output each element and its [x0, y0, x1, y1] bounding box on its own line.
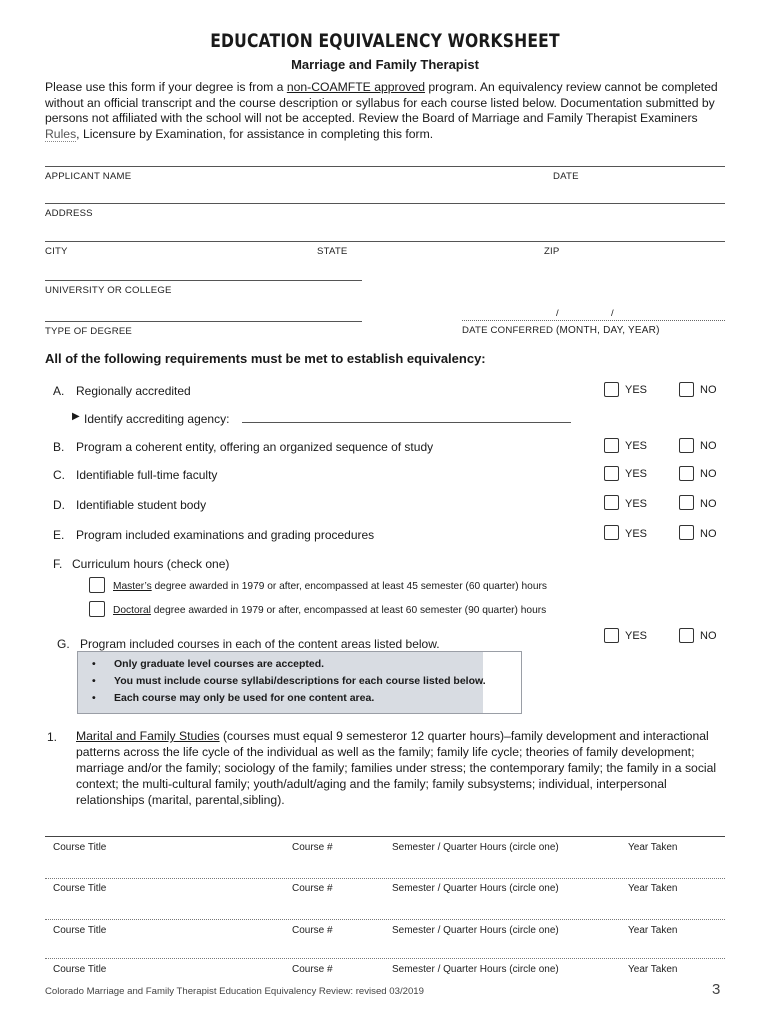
date-conferred-text: DATE CONFERRED: [462, 325, 554, 336]
req-d-text: Identifiable student body: [76, 498, 207, 512]
req-f-letter: F.: [53, 557, 63, 571]
notice-text: Each course may only be used for one content area.: [114, 692, 375, 704]
city-field[interactable]: [45, 225, 305, 241]
req-e-text: Program included examinations and grading procedures: [76, 528, 375, 542]
page-number: 3: [712, 981, 721, 998]
req-b-letter: B.: [53, 440, 65, 454]
course-hours-label[interactable]: Semester / Quarter Hours (circle one): [392, 842, 559, 853]
course-year-label: Year Taken: [628, 925, 678, 936]
notice-item: [92, 690, 486, 707]
zip-field[interactable]: [544, 225, 724, 241]
course-title-label: Course Title: [53, 842, 107, 853]
requirements-heading: All of the following requirements must be met to establish equivalency:: [45, 351, 486, 366]
applicant-name-field[interactable]: [45, 150, 545, 166]
degree-type-label: TYPE OF DEGREE: [45, 326, 133, 337]
date-slash-2: /: [611, 308, 614, 319]
course-title-label: Course Title: [53, 925, 107, 936]
footer-text: Colorado Marriage and Family Therapist Education Equivalency Review: revised 03/2019: [45, 986, 424, 997]
notice-item: [92, 673, 486, 690]
date-conferred-label: [462, 325, 660, 336]
course-title-label: Course Title: [53, 964, 107, 975]
req-e-no-label: NO: [700, 528, 717, 540]
form-subtitle: Marriage and Family Therapist: [291, 57, 479, 72]
course-title-label: Course Title: [53, 883, 107, 894]
masters-link[interactable]: Master’s: [113, 581, 152, 592]
state-field[interactable]: [317, 225, 527, 241]
course-hours-label[interactable]: Semester / Quarter Hours (circle one): [392, 883, 559, 894]
req-g-no-checkbox[interactable]: [679, 628, 694, 643]
zip-label: ZIP: [544, 246, 560, 257]
masters-checkbox[interactable]: [89, 577, 105, 593]
course-number-label: Course #: [292, 925, 333, 936]
course-row-3-line: [45, 919, 725, 920]
notice-item: [92, 656, 486, 673]
state-label: STATE: [317, 246, 348, 257]
course-year-label: Year Taken: [628, 883, 678, 894]
course-row-1-line: [45, 836, 725, 837]
req-e-letter: E.: [53, 528, 65, 542]
course-row-1-field[interactable]: [45, 820, 725, 836]
accrediting-agency-field[interactable]: [242, 406, 571, 422]
intro-text-3: , Licensure by Examination, for assistance in completing this form.: [76, 126, 434, 141]
accrediting-agency-label: Identify accrediting agency:: [84, 412, 230, 426]
req-a-no-checkbox[interactable]: [679, 382, 694, 397]
req-b-no-label: NO: [700, 440, 717, 452]
req-a-no-label: NO: [700, 384, 717, 396]
req-a-yes-checkbox[interactable]: [604, 382, 619, 397]
applicant-name-label: APPLICANT NAME: [45, 171, 132, 182]
bullet-icon: •: [92, 692, 96, 704]
course-row-4-field[interactable]: [45, 942, 725, 958]
req-d-yes-checkbox[interactable]: [604, 495, 619, 510]
req-c-text: Identifiable full-time faculty: [76, 468, 218, 482]
req-b-no-checkbox[interactable]: [679, 438, 694, 453]
course-year-label: Year Taken: [628, 842, 678, 853]
req-b-yes-label: YES: [625, 440, 648, 452]
section1-paragraph: [76, 728, 726, 808]
req-g-no-label: NO: [700, 630, 717, 642]
city-line: [45, 241, 725, 242]
req-b-yes-checkbox[interactable]: [604, 438, 619, 453]
date-format-hint: (MONTH, DAY, YEAR): [555, 325, 660, 336]
course-number-label: Course #: [292, 842, 333, 853]
rules-link[interactable]: Rules: [45, 126, 77, 141]
intro-text-2: program. An equivalency review cannot be completed without an official transcript and the course description or syllabus for each course listed below. Documentation submitted by persons not affiliated with the school will not be accepted. Review the Board of Marriage and Family Therapist Examiners: [45, 80, 718, 125]
req-g-letter: G.: [57, 637, 70, 651]
doctoral-link[interactable]: Doctoral: [113, 605, 151, 616]
city-label: CITY: [45, 246, 68, 257]
course-row-3-field[interactable]: [45, 903, 725, 919]
course-row-4-line: [45, 958, 725, 959]
course-hours-label[interactable]: Semester / Quarter Hours (circle one): [392, 925, 559, 936]
course-row-2-line: [45, 878, 725, 879]
req-b-text: Program a coherent entity, offering an organized sequence of study: [76, 440, 434, 454]
req-c-yes-label: YES: [625, 468, 648, 480]
course-number-label: Course #: [292, 883, 333, 894]
university-label: UNIVERSITY OR COLLEGE: [45, 285, 172, 296]
degree-type-field[interactable]: [45, 305, 362, 321]
bullet-icon: •: [92, 658, 96, 670]
course-year-label: Year Taken: [628, 964, 678, 975]
section1-title: Marital and Family Studies: [76, 729, 220, 743]
address-label: ADDRESS: [45, 208, 93, 219]
date-label: DATE: [553, 171, 579, 182]
accrediting-agency-line: [242, 422, 571, 423]
req-g-yes-label: YES: [625, 630, 648, 642]
req-f-text: Curriculum hours (check one): [72, 557, 230, 571]
section1-number: 1.: [47, 730, 58, 744]
doctoral-text: degree awarded in 1979 or after, encompassed at least 60 semester (90 quarter) hours: [150, 605, 547, 616]
date-conferred-field[interactable]: [462, 304, 725, 320]
req-e-no-checkbox[interactable]: [679, 525, 694, 540]
req-d-no-checkbox[interactable]: [679, 495, 694, 510]
bullet-icon: •: [92, 675, 96, 687]
address-field[interactable]: [45, 187, 725, 203]
intro-text-1: Please use this form if your degree is from a: [45, 80, 287, 94]
masters-text: degree awarded in 1979 or after, encompassed at least 45 semester (60 quarter) hours: [151, 581, 547, 592]
req-c-no-label: NO: [700, 468, 717, 480]
degree-type-line: [45, 321, 362, 322]
course-row-2-field[interactable]: [45, 862, 725, 878]
form-title: EDUCATION EQUIVALENCY WORKSHEET: [210, 30, 560, 52]
req-e-yes-label: YES: [625, 528, 648, 540]
req-e-yes-checkbox[interactable]: [604, 525, 619, 540]
notice-list: [78, 656, 486, 707]
notice-text: Only graduate level courses are accepted.: [114, 658, 325, 670]
non-coamfte-link[interactable]: non-COAMFTE approved: [286, 80, 426, 94]
intro-paragraph: [45, 80, 735, 142]
university-field[interactable]: [45, 264, 362, 280]
course-hours-label[interactable]: Semester / Quarter Hours (circle one): [392, 964, 559, 975]
req-c-letter: C.: [53, 468, 65, 482]
section1-text: (courses must equal 9 semesteror 12 quarter hours)–family development and interactional patterns across the life cycle of the individual as well as the family; family life cycle; theories of family development; marriage and/or the family; sociology of the family; families under stress; the contemporary family; the family in a social context; the multi-cultural family; youth/adult/aging and the family; family subsystems; individual, interpersonal relationships (marital, parental,sibling).: [76, 729, 717, 807]
arrow-icon: ▶: [72, 411, 80, 422]
university-line: [45, 280, 362, 281]
applicant-name-line: [45, 166, 725, 167]
req-a-text: Regionally accredited: [76, 384, 191, 398]
req-g-yes-checkbox[interactable]: [604, 628, 619, 643]
masters-option: [113, 581, 547, 592]
req-a-letter: A.: [53, 384, 65, 398]
req-d-letter: D.: [53, 498, 65, 512]
date-slash-1: /: [556, 308, 559, 319]
date-conferred-line: [462, 320, 725, 321]
course-number-label: Course #: [292, 964, 333, 975]
req-d-no-label: NO: [700, 498, 717, 510]
address-line: [45, 203, 725, 204]
req-g-text: Program included courses in each of the content areas listed below.: [80, 637, 440, 651]
notice-box: [77, 651, 522, 714]
notice-text: You must include course syllabi/descriptions for each course listed below.: [114, 675, 486, 687]
req-a-yes-label: YES: [625, 384, 648, 396]
req-c-no-checkbox[interactable]: [679, 466, 694, 481]
doctoral-option: [113, 605, 546, 616]
req-c-yes-checkbox[interactable]: [604, 466, 619, 481]
date-field[interactable]: [553, 150, 725, 166]
doctoral-checkbox[interactable]: [89, 601, 105, 617]
req-d-yes-label: YES: [625, 498, 648, 510]
